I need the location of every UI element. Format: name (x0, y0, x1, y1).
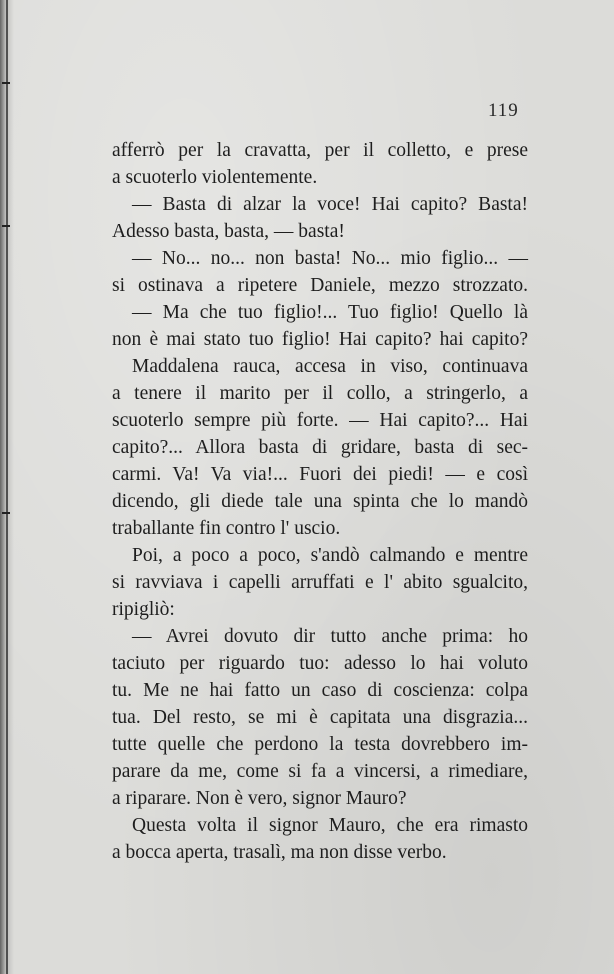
text-line: a scuoterlo violentemente. (112, 167, 318, 188)
text-line: — No... no... non basta! No... mio figlio... — (132, 248, 528, 269)
text-line: non è mai stato tuo figlio! Hai capito? hai capito? (112, 329, 528, 350)
text-line: si ravviava i capelli arruffati e l' abito sgualcito, (112, 572, 528, 593)
text-line: carmi. Va! Va via!... Fuori dei piedi! — e così (112, 464, 528, 485)
text-line: — Basta di alzar la voce! Hai capito? Basta! (132, 194, 528, 215)
text-line: Poi, a poco a poco, s'andò calmando e mentre (132, 545, 528, 566)
text-line: a tenere il marito per il collo, a stringerlo, a (112, 383, 528, 404)
binding-edge (6, 0, 8, 974)
binding-mark-bottom (2, 512, 10, 514)
text-line: tutte quelle che perdono la testa dovrebbero im- (112, 734, 528, 755)
binding-mark-top (2, 82, 10, 84)
text-line: si ostinava a ripetere Daniele, mezzo strozzato. (112, 275, 528, 296)
body-text (112, 137, 528, 866)
text-line: afferrò per la cravatta, per il colletto, e prese (112, 140, 528, 161)
text-line: dicendo, gli diede tale una spinta che lo mandò (112, 491, 528, 512)
text-line: scuoterlo sempre più forte. — Hai capito?... Hai (112, 410, 528, 431)
text-line: Adesso basta, basta, — basta! (112, 221, 345, 242)
page-number: 119 (488, 100, 519, 121)
text-line: — Ma che tuo figlio!... Tuo figlio! Quello là (132, 302, 528, 323)
text-line: tua. Del resto, se mi è capitata una disgrazia... (112, 707, 528, 728)
text-line: tu. Me ne hai fatto un caso di coscienza: colpa (112, 680, 528, 701)
text-line: — Avrei dovuto dir tutto anche prima: ho (132, 626, 528, 647)
text-line: ripigliò: (112, 599, 175, 620)
text-line: traballante fin contro l' uscio. (112, 518, 341, 539)
text-line: a bocca aperta, trasalì, ma non disse verbo. (112, 842, 447, 863)
text-line: parare da me, come si fa a vincersi, a rimediare, (112, 761, 528, 782)
text-line: Questa volta il signor Mauro, che era rimasto (132, 815, 528, 836)
text-line: Maddalena rauca, accesa in viso, continuava (132, 356, 528, 377)
text-line: capito?... Allora basta di gridare, basta di sec- (112, 437, 528, 458)
text-line: taciuto per riguardo tuo: adesso lo hai voluto (112, 653, 528, 674)
binding-mark-middle (2, 225, 10, 227)
text-line: a riparare. Non è vero, signor Mauro? (112, 788, 407, 809)
